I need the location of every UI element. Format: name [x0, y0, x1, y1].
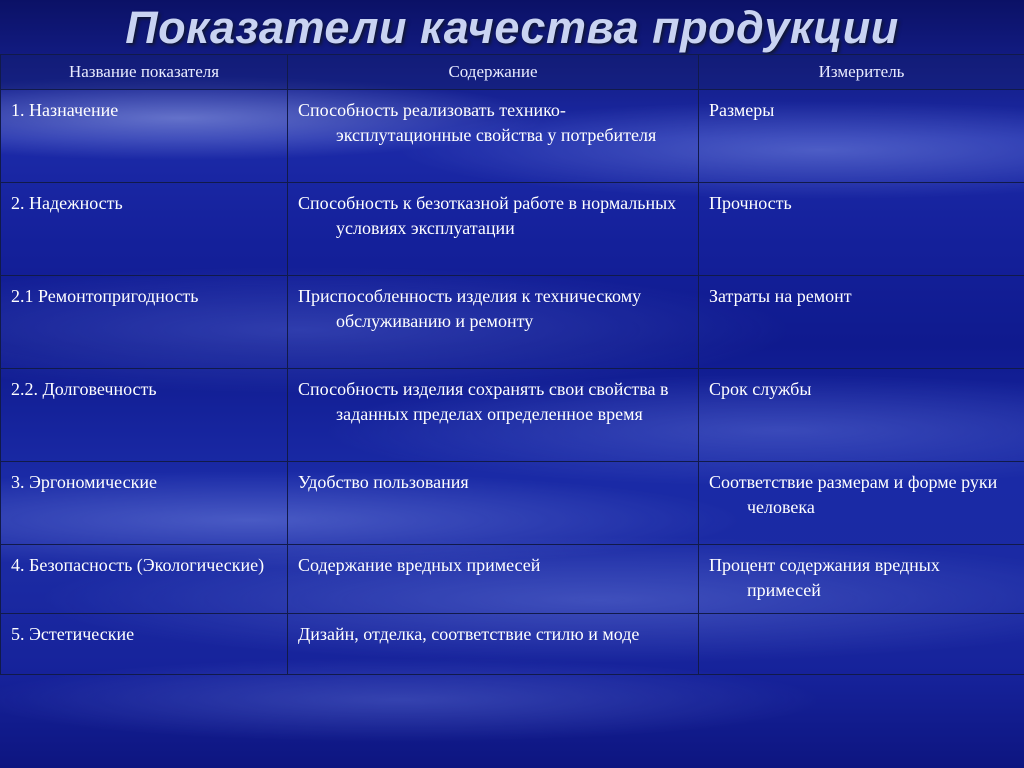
indicator-measure-cell — [699, 183, 1024, 276]
indicator-content-cell — [288, 369, 699, 462]
slide-title: Показатели качества продукции — [125, 2, 899, 53]
indicator-measure-cell — [699, 614, 1024, 675]
indicator-content: Способность изделия сохранять свои свойства в заданных пределах определенное время — [298, 379, 669, 424]
quality-indicators-table — [0, 54, 1024, 675]
indicator-content: Содержание вредных примесей — [298, 555, 541, 575]
indicator-name-cell — [1, 545, 288, 614]
indicator-measure: Процент содержания вредных примесей — [709, 555, 940, 600]
indicator-measure: Срок службы — [709, 379, 812, 399]
indicator-content: Дизайн, отделка, соответствие стилю и моде — [298, 624, 640, 644]
indicator-content-cell — [288, 90, 699, 183]
indicator-name-cell — [1, 183, 288, 276]
indicator-content-cell — [288, 276, 699, 369]
indicator-measure: Соответствие размерам и форме руки человека — [709, 472, 998, 517]
indicator-measure-cell — [699, 90, 1024, 183]
indicator-name-cell — [1, 369, 288, 462]
indicator-name: 5. Эстетические — [11, 624, 135, 644]
column-header-measure: Измеритель — [699, 55, 1024, 90]
indicator-measure-cell — [699, 462, 1024, 545]
indicator-name: 1. Назначение — [11, 100, 119, 120]
table-row — [1, 462, 1024, 545]
indicator-name: 2. Надежность — [11, 193, 123, 213]
indicator-content-cell — [288, 183, 699, 276]
indicator-content-cell — [288, 545, 699, 614]
indicator-name: 3. Эргономические — [11, 472, 157, 492]
table-row — [1, 276, 1024, 369]
indicator-content: Способность к безотказной работе в нормальных условиях эксплуатации — [298, 193, 677, 238]
table-header-row — [1, 55, 1024, 90]
indicator-measure-cell — [699, 369, 1024, 462]
indicator-measure-cell — [699, 545, 1024, 614]
indicator-name-cell — [1, 90, 288, 183]
indicator-name: 2.2. Долговечность — [11, 379, 157, 399]
indicator-measure: Прочность — [709, 193, 792, 213]
indicator-content: Приспособленность изделия к техническому обслуживанию и ремонту — [298, 286, 642, 331]
indicator-name: 4. Безопасность (Экологические) — [11, 555, 265, 575]
indicator-content: Удобство пользования — [298, 472, 469, 492]
indicator-name-cell — [1, 614, 288, 675]
indicator-name-cell — [1, 276, 288, 369]
indicator-measure: Затраты на ремонт — [709, 286, 852, 306]
table-row — [1, 183, 1024, 276]
indicator-name-cell — [1, 462, 288, 545]
column-header-content: Содержание — [288, 55, 699, 90]
table-row — [1, 614, 1024, 675]
indicator-content-cell — [288, 614, 699, 675]
indicator-name: 2.1 Ремонтопригодность — [11, 286, 199, 306]
table-row — [1, 369, 1024, 462]
column-header-name: Название показателя — [1, 55, 288, 90]
indicator-measure: Размеры — [709, 100, 775, 120]
table-row — [1, 90, 1024, 183]
indicator-measure-cell — [699, 276, 1024, 369]
indicator-content: Способность реализовать технико-эксплутационные свойства у потребителя — [298, 100, 657, 145]
indicator-content-cell — [288, 462, 699, 545]
table-row — [1, 545, 1024, 614]
